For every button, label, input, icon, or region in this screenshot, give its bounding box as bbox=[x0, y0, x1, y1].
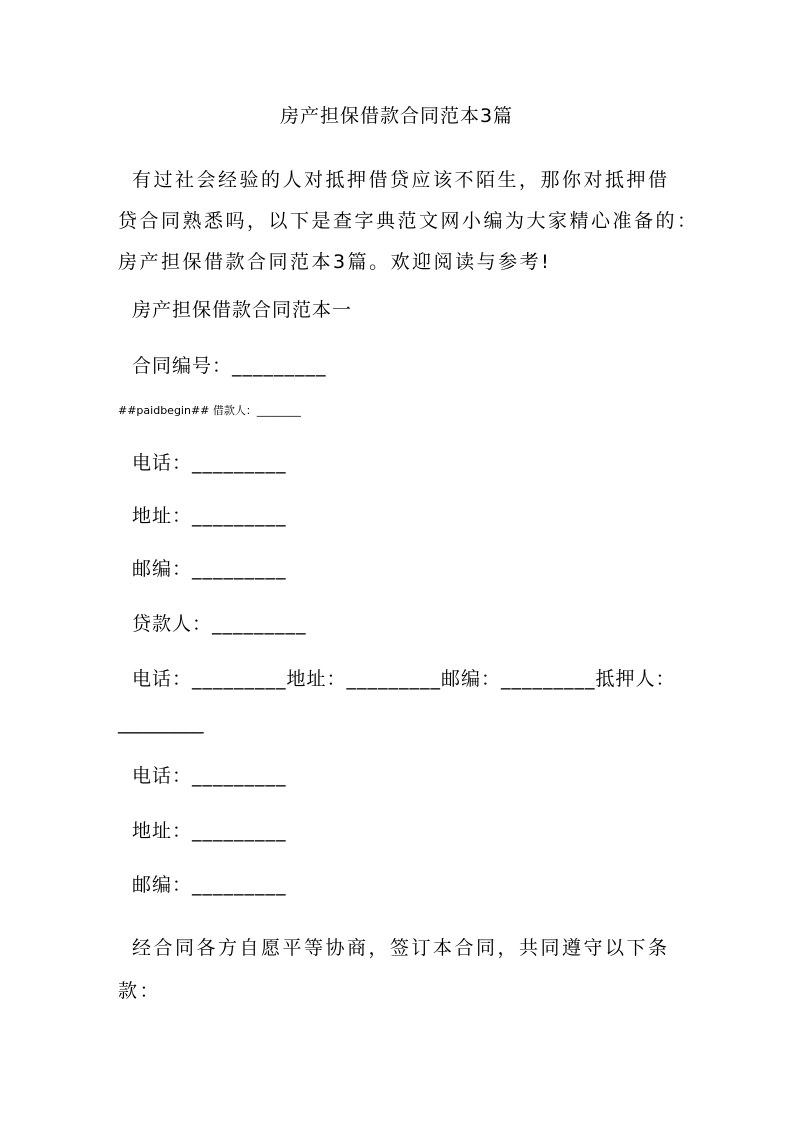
borrower-postcode: 邮编：_________ bbox=[132, 558, 287, 580]
mortgagor-address: 地址：_________ bbox=[132, 820, 287, 842]
contract-number: 合同编号：_________ bbox=[132, 355, 327, 377]
intro-paragraph bbox=[118, 160, 699, 283]
intro-line-2: 贷合同熟悉吗，以下是查字典范文网小编为大家精心准备的： bbox=[118, 210, 699, 232]
clause-line-1: 经合同各方自愿平等协商，签订本合同，共同遵守以下条 bbox=[132, 937, 670, 959]
clause-line-2: 款： bbox=[118, 980, 162, 1002]
lender-contact-line-2: _________ bbox=[118, 712, 204, 734]
borrower-address: 地址：_________ bbox=[132, 505, 287, 527]
intro-line-1: 有过社会经验的人对抵押借贷应该不陌生，那你对抵押借 bbox=[132, 169, 670, 191]
mortgagor-postcode: 邮编：_________ bbox=[132, 874, 287, 896]
borrower-phone: 电话：_________ bbox=[132, 452, 287, 474]
intro-line-3: 房产担保借款合同范本3篇。欢迎阅读与参考! bbox=[118, 251, 552, 273]
clause-paragraph bbox=[118, 927, 683, 1013]
lender-contact-line-1: 电话：_________地址：_________邮编：_________抵押人： bbox=[132, 668, 676, 690]
paid-begin-marker: ##paidbegin## 借款人：________ bbox=[118, 404, 301, 417]
mortgagor-phone: 电话：_________ bbox=[132, 765, 287, 787]
section-heading: 房产担保借款合同范本一 bbox=[132, 299, 353, 321]
lender: 贷款人：_________ bbox=[132, 613, 307, 635]
document-title: 房产担保借款合同范本3篇 bbox=[279, 105, 514, 127]
